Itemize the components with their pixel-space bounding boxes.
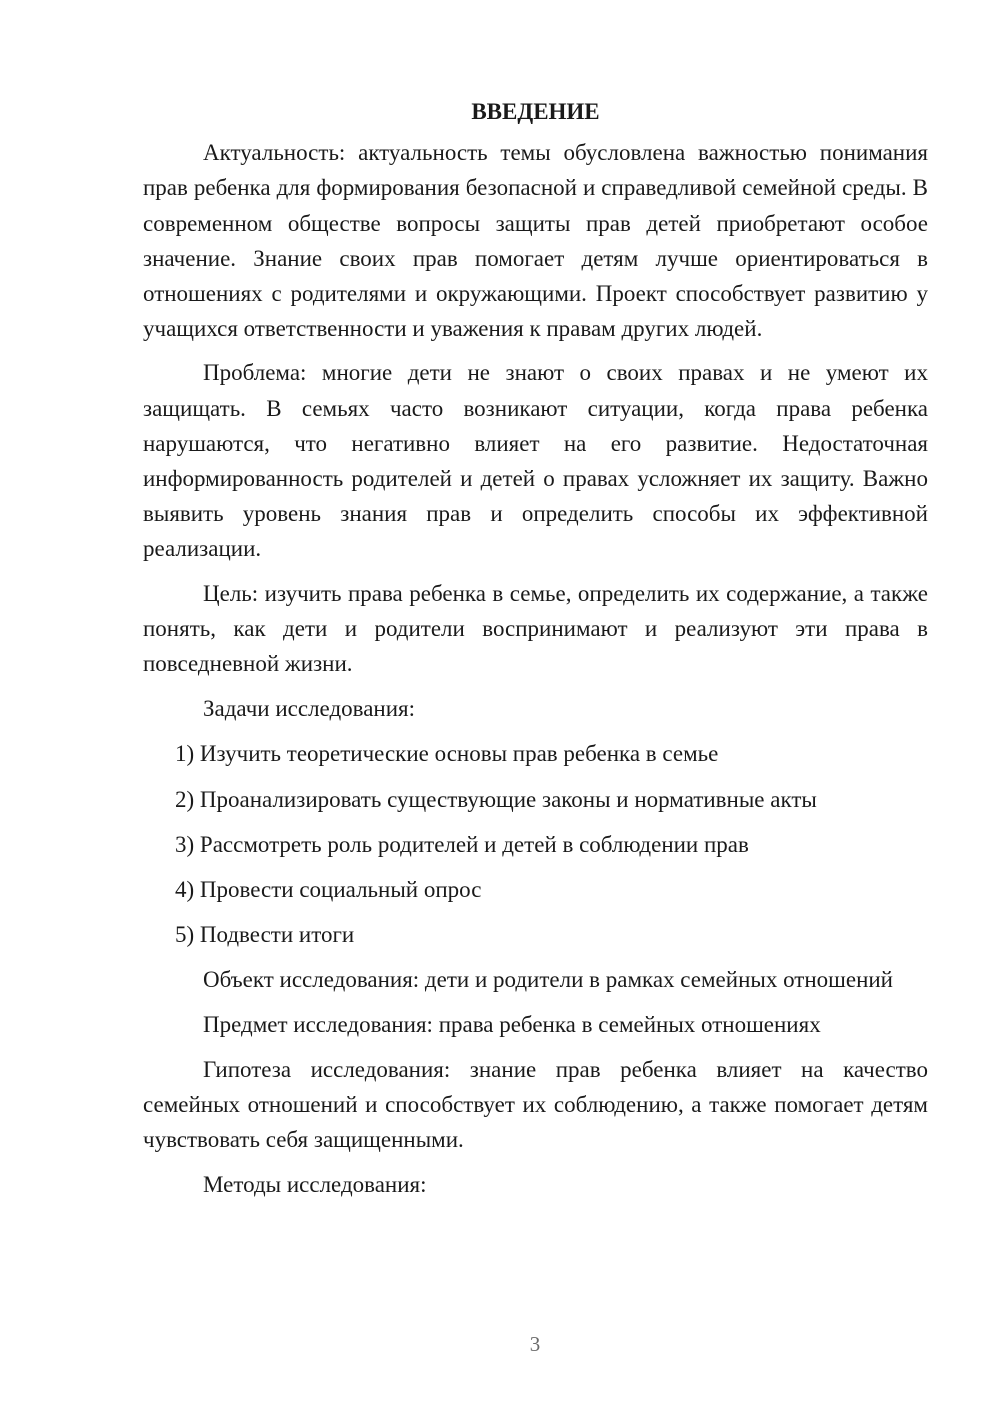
page-number: 3: [529, 1332, 541, 1356]
goal-paragraph: Цель: изучить права ребенка в семье, определить их содержание, а также понять, как дети и родители воспринимают и реализуют эти права в повседневной жизни.: [143, 580, 928, 677]
section-title: ВВЕДЕНИЕ: [471, 99, 600, 124]
task-item: 4) Провести социальный опрос: [175, 877, 482, 903]
task-item: 5) Подвести итоги: [175, 922, 355, 948]
object-paragraph: Объект исследования: дети и родители в рамках семейных отношений: [203, 967, 893, 993]
task-item: 1) Изучить теоретические основы прав ребенка в семье: [175, 741, 719, 767]
problem-paragraph: Проблема: многие дети не знают о своих правах и не умеют их защищать. В семьях часто возникают ситуации, когда права ребенка нарушаются, что негативно влияет на его развитие. Недостаточная информированность родителей и детей о правах усложняет их защиту. Важно выявить уровень знания прав и определить способы их эффективной реализации.: [143, 360, 928, 562]
subject-paragraph: Предмет исследования: права ребенка в семейных отношениях: [203, 1011, 821, 1037]
task-item: 3) Рассмотреть роль родителей и детей в соблюдении прав: [175, 831, 749, 857]
tasks-label: Задачи исследования:: [203, 696, 416, 722]
page-content: [143, 94, 928, 1213]
relevance-paragraph: Актуальность: актуальность темы обусловлена важностью понимания прав ребенка для формирования безопасной и справедливой семейной среды. В современном обществе вопросы защиты прав детей приобретают особое значение. Знание своих прав помогает детям лучше ориентироваться в отношениях с родителями и окружающими. Проект способствует развитию у учащихся ответственности и уважения к правам других людей.: [143, 140, 928, 342]
hypothesis-paragraph: Гипотеза исследования: знание прав ребенка влияет на качество семейных отношений и способствует их соблюдению, а также помогает детям чувствовать себя защищенными.: [143, 1056, 928, 1153]
methods-label: Методы исследования:: [203, 1172, 427, 1198]
task-item: 2) Проанализировать существующие законы и нормативные акты: [175, 786, 817, 812]
tasks-list: [143, 736, 928, 952]
